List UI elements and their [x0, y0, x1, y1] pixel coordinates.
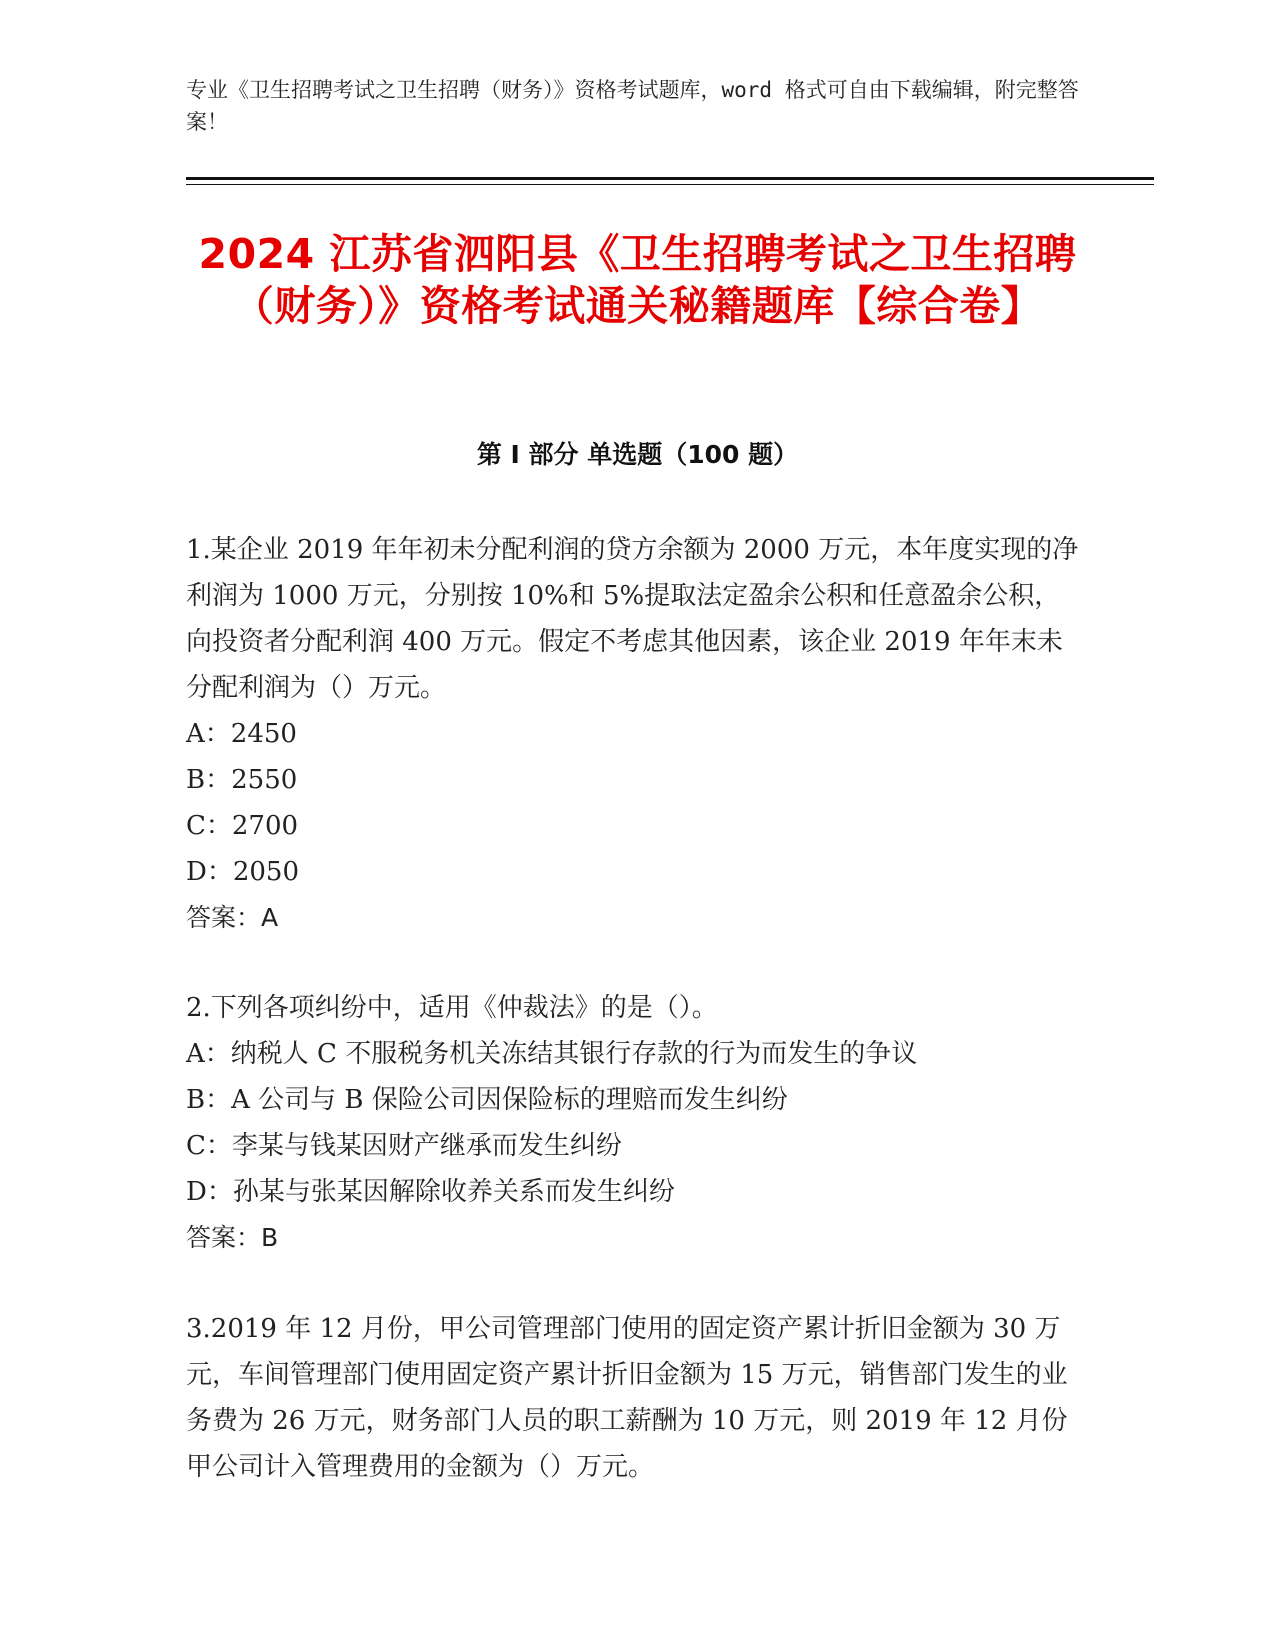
- answer: 答案：A: [186, 903, 279, 932]
- option-c: C：2700: [186, 811, 299, 841]
- question-3: [186, 1306, 1086, 1490]
- section-title: 第 I 部分 单选题（100 题）: [476, 440, 799, 469]
- option-b: B：A 公司与 B 保险公司因保险标的理赔而发生纠纷: [186, 1085, 788, 1115]
- header-divider: [186, 177, 1154, 180]
- option-d: D：2050: [186, 857, 300, 887]
- question-stem: 3.2019 年 12 月份，甲公司管理部门使用的固定资产累计折旧金额为 30 万元，车间管理部门使用固定资产累计折旧金额为 15 万元，销售部门发生的业务费为 26 万元，财务部门人员的职工薪酬为 10 万元，则 2019 年 12 月份甲公司计入管理费用的金额为（）万元。: [186, 1314, 1068, 1482]
- option-d: D：孙某与张某因解除收养关系而发生纠纷: [186, 1177, 675, 1207]
- header-note: 专业《卫生招聘考试之卫生招聘（财务）》资格考试题库，word 格式可自由下载编辑，附完整答案！: [186, 78, 1079, 134]
- question-stem: 1.某企业 2019 年年初未分配利润的贷方余额为 2000 万元，本年度实现的净利润为 1000 万元，分别按 10%和 5%提取法定盈余公积和任意盈余公积，向投资者分配利润 400 万元。假定不考虑其他因素，该企业 2019 年年末未分配利润为（）万元。: [186, 535, 1079, 703]
- option-b: B：2550: [186, 765, 298, 795]
- header-divider-thin: [186, 184, 1154, 185]
- question-stem: 2.下列各项纠纷中，适用《仲裁法》的是（）。: [186, 993, 718, 1023]
- answer: 答案：B: [186, 1223, 279, 1252]
- document-title: 2024 江苏省泗阳县《卫生招聘考试之卫生招聘（财务）》资格考试通关秘籍题库【综合卷】: [198, 230, 1077, 330]
- option-a: A：2450: [186, 719, 297, 749]
- question-1: [186, 527, 1086, 941]
- option-a: A：纳税人 C 不服税务机关冻结其银行存款的行为而发生的争议: [186, 1039, 918, 1069]
- option-c: C：李某与钱某因财产继承而发生纠纷: [186, 1131, 622, 1161]
- question-2: [186, 985, 1086, 1261]
